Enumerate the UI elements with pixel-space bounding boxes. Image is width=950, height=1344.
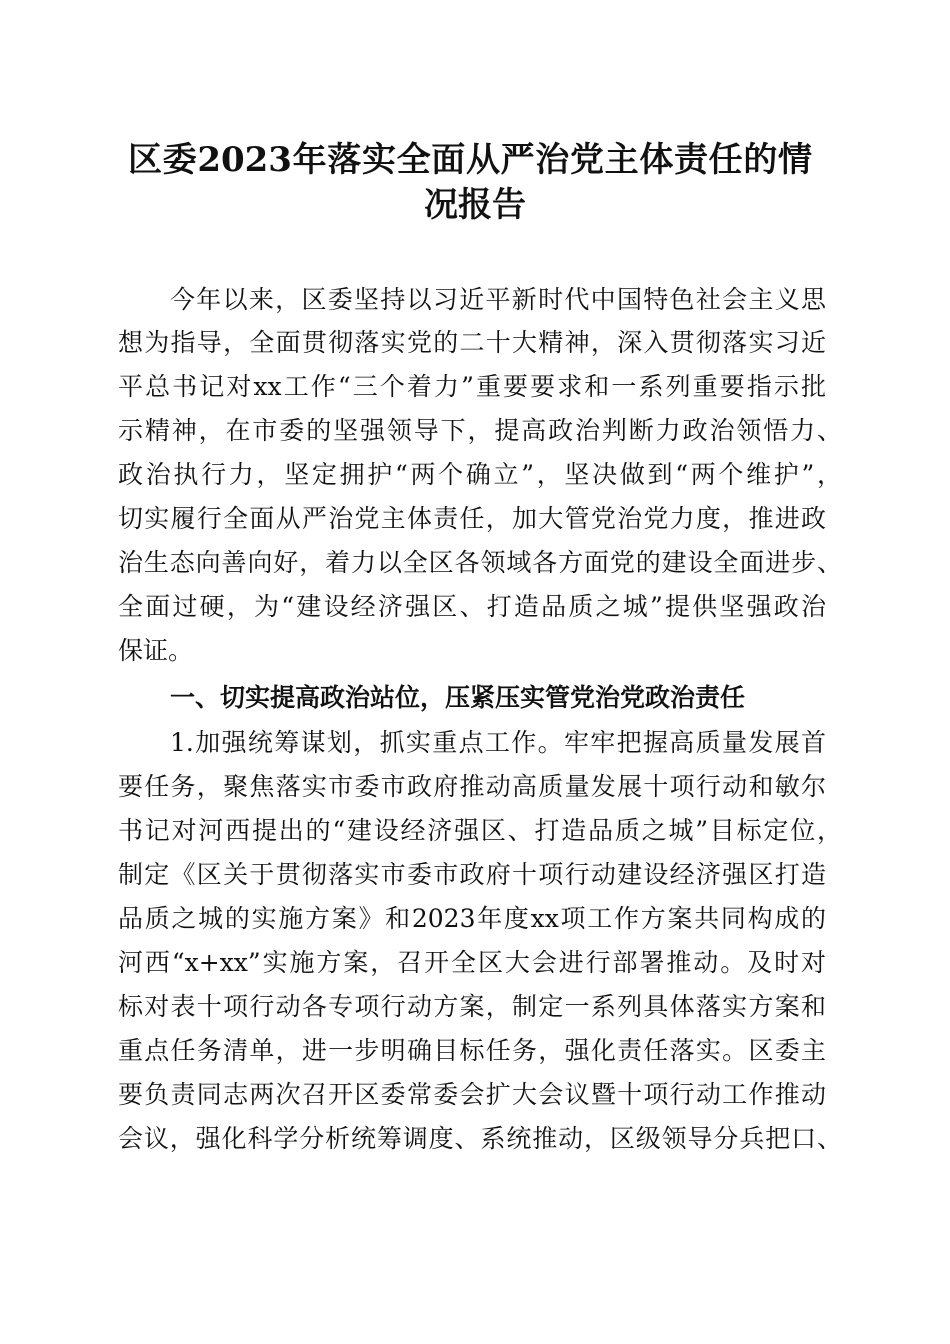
- intro-line: 切实履行全面从严治党主体责任，加大管党治党力度，推进政: [118, 504, 826, 533]
- document-title-line-1: 区委2023年落实全面从严治党主体责任的情: [128, 140, 812, 180]
- section-line: 会议，强化科学分析统筹调度、系统推动，区级领导分兵把口、: [118, 1124, 842, 1153]
- document-title-line-2: 况报告: [424, 185, 526, 225]
- section-line: 品质之城的实施方案》和2023年度xx项工作方案共同构成的: [118, 904, 826, 933]
- section-heading: 一、切实提高政治站位，压紧压实管党治党政治责任: [170, 683, 746, 712]
- intro-line: 今年以来，区委坚持以习近平新时代中国特色社会主义思: [170, 285, 826, 314]
- intro-line: 想为指导，全面贯彻落实党的二十大精神，深入贯彻落实习近: [118, 328, 826, 357]
- section-line: 标对表十项行动各专项行动方案，制定一系列具体落实方案和: [118, 992, 826, 1021]
- section-line: 书记对河西提出的“建设经济强区、打造品质之城”目标定位，: [118, 816, 842, 845]
- intro-line: 平总书记对xx工作“三个着力”重要要求和一系列重要指示批: [118, 372, 826, 401]
- section-line: 河西“x+xx”实施方案，召开全区大会进行部署推动。及时对: [118, 948, 826, 977]
- section-line: 重点任务清单，进一步明确目标任务，强化责任落实。区委主: [118, 1036, 826, 1065]
- intro-line: 治生态向善向好，着力以全区各领域各方面党的建设全面进步、: [118, 548, 842, 577]
- intro-line: 示精神，在市委的坚强领导下，提高政治判断力政治领悟力、: [118, 416, 842, 445]
- section-line: 要负责同志两次召开区委常委会扩大会议暨十项行动工作推动: [118, 1080, 826, 1109]
- section-line: 制定《区关于贯彻落实市委市政府十项行动建设经济强区打造: [118, 860, 826, 889]
- intro-line: 全面过硬，为“建设经济强区、打造品质之城”提供坚强政治: [118, 592, 826, 621]
- section-line: 要任务，聚焦落实市委市政府推动高质量发展十项行动和敏尔: [118, 772, 826, 801]
- intro-line: 政治执行力，坚定拥护“两个确立”，坚决做到“两个维护”，: [118, 460, 842, 489]
- intro-line: 保证。: [118, 636, 194, 665]
- section-line: 1.加强统筹谋划，抓实重点工作。牢牢把握高质量发展首: [170, 728, 826, 757]
